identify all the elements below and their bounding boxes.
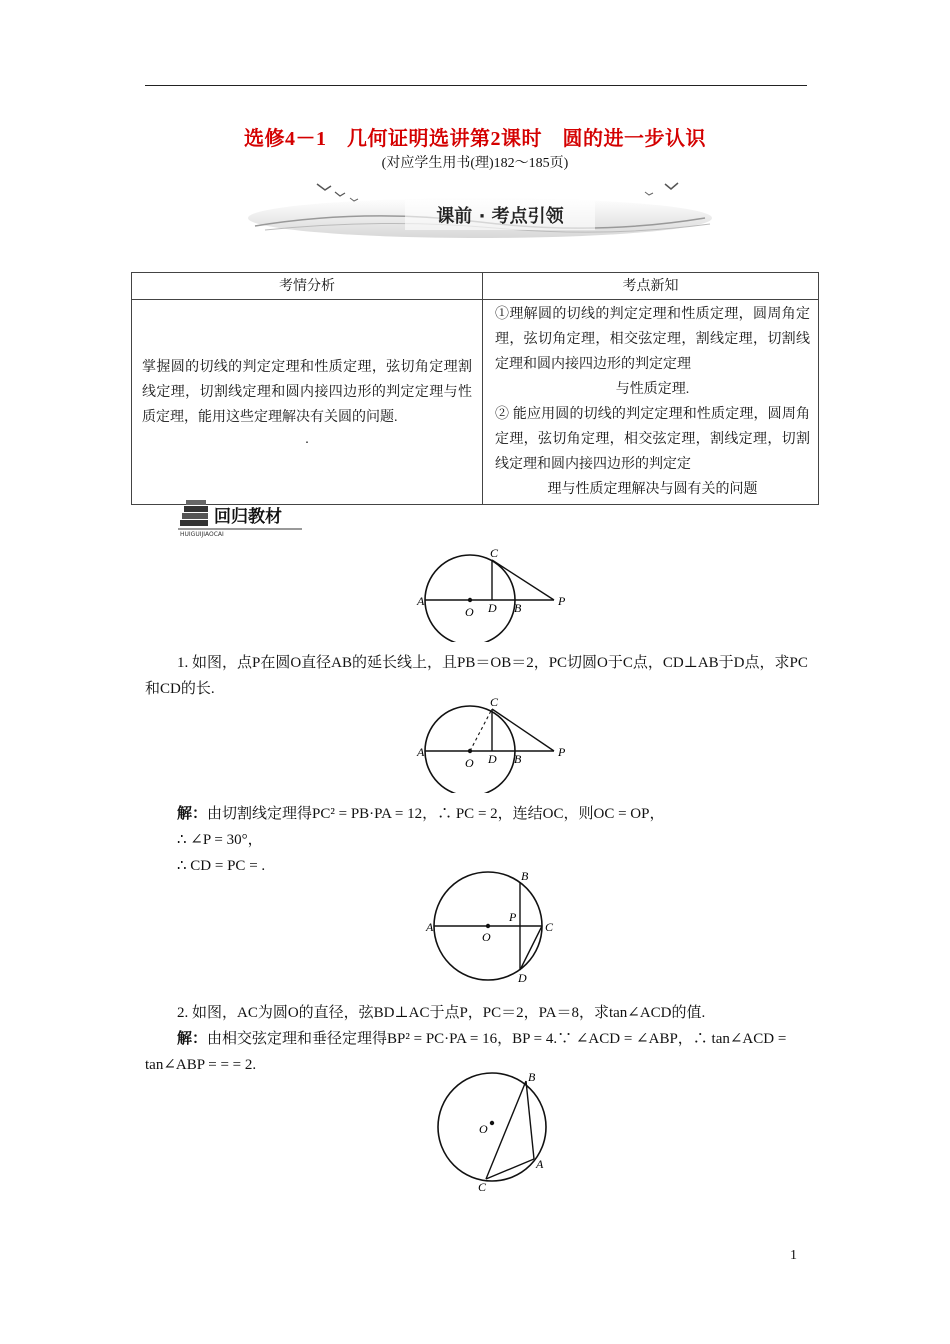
header-rule bbox=[145, 85, 807, 86]
knowledge-item-2-end: 理与性质定理解决与圆有关的问题 bbox=[547, 482, 758, 497]
svg-text:P: P bbox=[558, 594, 566, 608]
svg-text:D: D bbox=[518, 971, 527, 985]
center-point bbox=[490, 1121, 494, 1125]
line-oc-dashed bbox=[470, 709, 492, 751]
figure-1-diagram bbox=[410, 542, 580, 642]
bird-icon bbox=[335, 192, 345, 196]
svg-text:O: O bbox=[479, 1122, 488, 1136]
analysis-dot: . bbox=[305, 431, 309, 447]
page-title: 选修4－1 几何证明选讲第2课时 圆的进一步认识 bbox=[244, 128, 706, 150]
section-banner bbox=[245, 178, 715, 244]
figure-2-diagram bbox=[410, 693, 580, 793]
center-point bbox=[486, 924, 490, 928]
knowledge-item-2: ② 能应用圆的切线的判定定理和性质定理，圆周角定理，弦切角定理，相交弦定理，割线定理，切割线定理和圆内接四边形的判定定 bbox=[495, 407, 810, 472]
svg-text:O: O bbox=[465, 756, 474, 770]
page-subtitle: (对应学生用书(理)182～185页) bbox=[381, 156, 569, 171]
svg-text:HUIGUIJIAOCAI: HUIGUIJIAOCAI bbox=[180, 531, 224, 538]
page-number: 1 bbox=[790, 1248, 797, 1263]
line-cd bbox=[520, 926, 542, 970]
svg-text:O: O bbox=[465, 605, 474, 619]
svg-text:C: C bbox=[545, 920, 554, 934]
info-table bbox=[131, 272, 819, 505]
knowledge-cell bbox=[483, 300, 819, 505]
svg-text:B: B bbox=[514, 752, 522, 766]
knowledge-item-1: ①理解圆的切线的判定定理和性质定理，圆周角定理，弦切角定理，相交弦定理，割线定理，切割线定理和圆内接四边形的判定定理 bbox=[495, 307, 810, 372]
svg-text:C: C bbox=[490, 546, 499, 560]
analysis-text: 掌握圆的切线的判定定理和性质定理，弦切角定理割线定理，切割线定理和圆内接四边形的判定定理与性质定理，能用这些定理解决有关圆的问题. bbox=[142, 359, 472, 425]
figure-3-diagram bbox=[420, 866, 570, 991]
bird-icon bbox=[350, 198, 358, 201]
problem-1-question: 1. 如图，点P在圆O直径AB的延长线上，且PB＝OB＝2，PC切圆O于C点，CD⊥AB于D点，求PC和CD的长. bbox=[145, 655, 808, 697]
svg-text:D: D bbox=[488, 601, 497, 615]
bird-icon bbox=[665, 183, 678, 189]
svg-text:D: D bbox=[488, 752, 497, 766]
svg-text:B: B bbox=[521, 869, 529, 883]
solution-label: 解： bbox=[177, 806, 208, 822]
analysis-cell bbox=[132, 300, 483, 505]
solution-line-1: 由切割线定理得PC² = PB·PA = 12，∴ PC = 2，连结OC，则OC = OP， bbox=[207, 806, 665, 822]
svg-text:C: C bbox=[478, 1180, 487, 1194]
svg-text:C: C bbox=[490, 695, 499, 709]
svg-text:P: P bbox=[509, 910, 517, 924]
center-point bbox=[468, 749, 472, 753]
svg-text:A: A bbox=[417, 745, 425, 759]
svg-text:B: B bbox=[528, 1070, 536, 1084]
figure-4-diagram bbox=[430, 1065, 560, 1195]
svg-text:O: O bbox=[482, 930, 491, 944]
line-cp bbox=[492, 709, 554, 751]
svg-text:A: A bbox=[426, 920, 434, 934]
svg-text:回归教材: 回归教材 bbox=[214, 507, 282, 527]
svg-text:P: P bbox=[558, 745, 566, 759]
svg-text:A: A bbox=[417, 594, 425, 608]
problem-2-question: 2. 如图，AC为圆O的直径，弦BD⊥AC于点P，PC＝2，PA＝8，求tan∠ACD的值. bbox=[177, 1005, 706, 1021]
table-header-knowledge: 考点新知 bbox=[483, 273, 819, 300]
problem-2-solution: 由相交弦定理和垂径定理得BP² = PC·PA = 16，BP = 4.∵ ∠ACD = ∠ABP，∴ tan∠ACD = tan∠ABP = = = 2. bbox=[145, 1031, 787, 1073]
solution-line-3: ∴ CD = PC = . bbox=[177, 858, 266, 874]
section-heading-huigui bbox=[176, 498, 306, 538]
bird-icon bbox=[645, 192, 653, 195]
svg-text:课前 · 考点引领: 课前 · 考点引领 bbox=[436, 206, 564, 227]
solution-line-2: ∴ ∠P = 30°， bbox=[177, 832, 263, 848]
bird-icon bbox=[317, 184, 331, 190]
knowledge-item-1-end: 与性质定理. bbox=[615, 382, 690, 397]
solution-label: 解： bbox=[177, 1031, 208, 1047]
line-cp bbox=[492, 560, 554, 600]
book-stack-icon bbox=[180, 500, 208, 526]
center-point bbox=[468, 598, 472, 602]
svg-text:B: B bbox=[514, 601, 522, 615]
table-header-analysis: 考情分析 bbox=[132, 273, 483, 300]
svg-text:A: A bbox=[536, 1157, 544, 1171]
